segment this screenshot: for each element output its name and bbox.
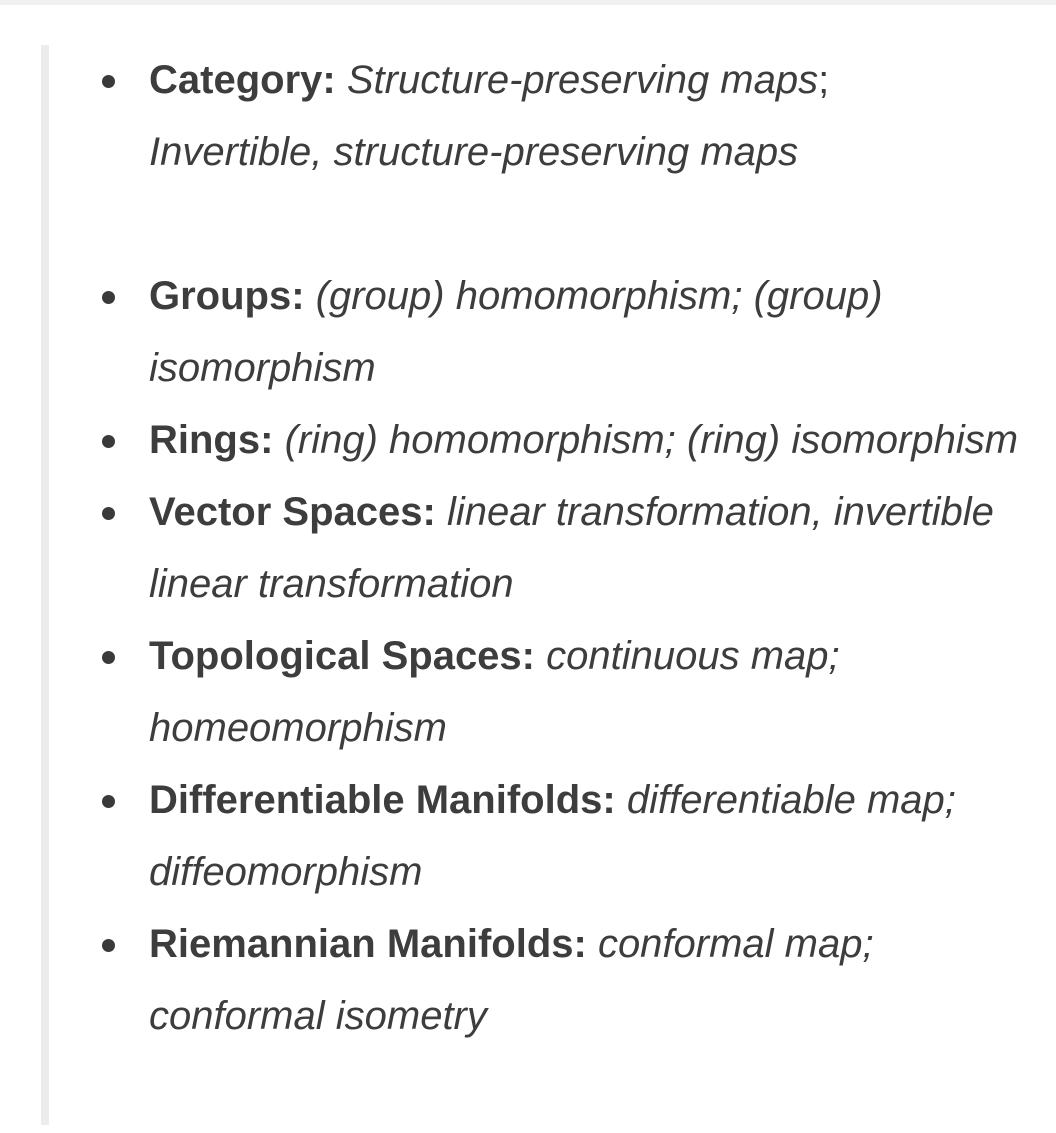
term-name: Vector Spaces: [149,490,436,534]
term-name: Groups: [149,274,305,318]
term-name: Category: [149,58,336,102]
term-name: Rings: [149,418,274,462]
term-name: Riemannian Manifolds: [149,922,587,966]
bullet-icon [102,795,115,808]
bullet-icon [102,435,115,448]
bullet-icon [102,75,115,88]
term-name: Differentiable Manifolds: [149,778,616,822]
list-item-differentiable-manifolds [0,764,1056,908]
list-item-topological-spaces [0,620,1056,764]
term-description: Invertible, structure-preserving maps [149,130,799,174]
term-name: Topological Spaces: [149,634,535,678]
bullet-icon [102,651,115,664]
list-item-vector-spaces [0,476,1056,620]
term-description: linear transformation, invertible linear transformation [149,490,994,606]
list-item-category [0,44,1010,188]
term-description: (group) homomorphism; (group) isomorphism [149,274,883,390]
term-description: differentiable map; diffeomorphism [149,778,956,894]
term-list [0,44,1056,1052]
term-separator: ; [818,58,830,102]
bullet-icon [102,507,115,520]
term-description: conformal map; conformal isometry [149,922,874,1038]
term-description: continuous map; homeomorphism [149,634,840,750]
bullet-icon [102,291,115,304]
term-description: Structure-preserving maps [346,58,819,102]
list-item-riemannian-manifolds [0,908,1056,1052]
term-description: (ring) homomorphism; (ring) isomorphism [284,418,1019,462]
list-item-rings [0,404,1056,476]
bullet-icon [102,939,115,952]
list-item-groups [0,260,1056,404]
